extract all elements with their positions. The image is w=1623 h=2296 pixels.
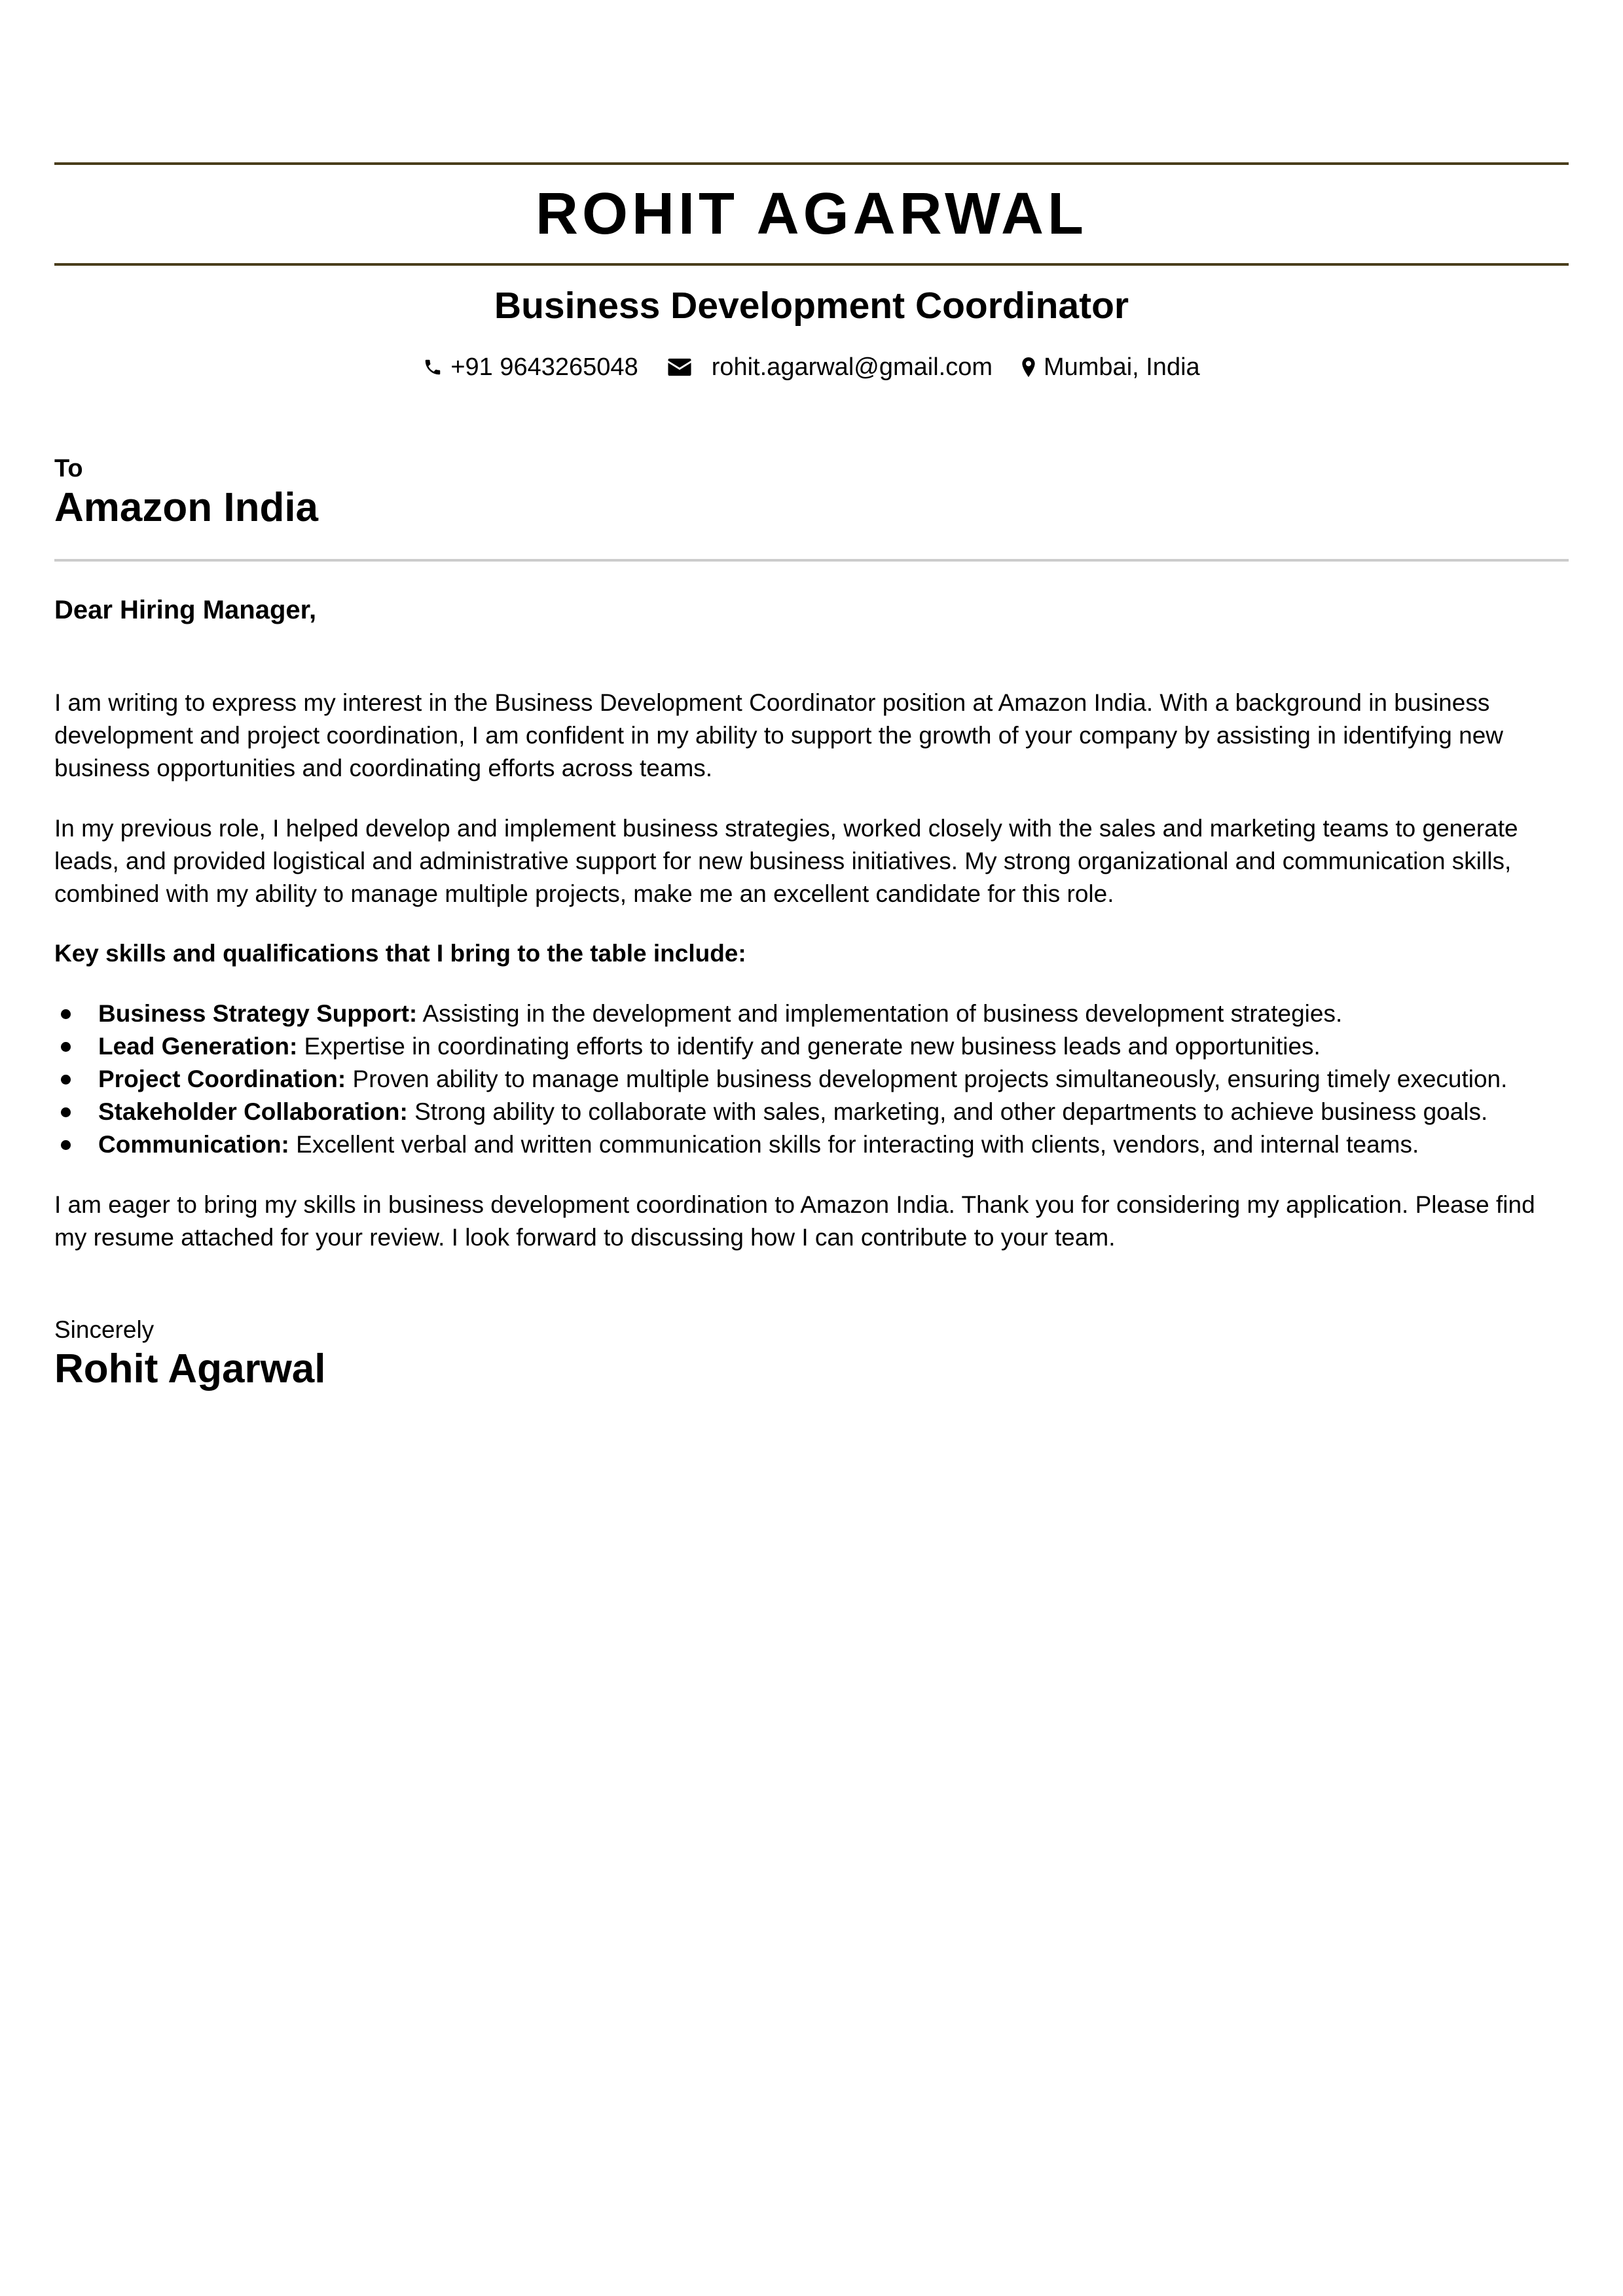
skill-text: Excellent verbal and written communication skills for interacting with clients, vendors, and internal teams. — [289, 1131, 1419, 1158]
skills-heading: Key skills and qualifications that I bring to the table include: — [54, 940, 746, 967]
skill-text: Strong ability to collaborate with sales, marketing, and other departments to achieve business goals. — [407, 1098, 1488, 1125]
contact-phone[interactable] — [423, 349, 638, 386]
applicant-name: ROHIT AGARWAL — [536, 181, 1087, 247]
salutation: Dear Hiring Manager, — [54, 596, 317, 624]
list-item — [54, 1063, 1569, 1096]
email-address: rohit.agarwal@gmail.com — [711, 353, 993, 381]
list-item — [54, 1128, 1569, 1161]
job-title: Business Development Coordinator — [494, 285, 1129, 327]
paragraph-experience: In my previous role, I helped develop and implement business strategies, worked closely with the sales and marketing teams to generate leads, and provided logistical and administrative support for new business initiatives. My strong organizational and communication skills, combined with my ability to manage multiple projects, make me an excellent candidate for this role. — [54, 815, 1518, 907]
bullet-icon — [61, 1107, 71, 1117]
closing-phrase: Sincerely — [54, 1316, 155, 1343]
contact-location — [1021, 349, 1200, 386]
paragraph-intro: I am writing to express my interest in the Business Development Coordinator position at Amazon India. With a background in business development and project coordination, I am confident in my ability to support the growth of your company by assisting in identifying new business opportunities and coordinating efforts across teams. — [54, 689, 1503, 781]
paragraph-closing: I am eager to bring my skills in business development coordination to Amazon India. Thank you for considering my application. Please find my resume attached for your review. I look forward to discussing how I can contribute to your team. — [54, 1191, 1535, 1251]
header-bottom-rule — [54, 263, 1569, 266]
skill-text: Proven ability to manage multiple business development projects simultaneously, ensuring timely execution. — [346, 1066, 1508, 1092]
cover-letter-page — [54, 0, 1569, 2296]
bullet-icon — [61, 1042, 71, 1052]
skill-text: Expertise in coordinating efforts to identify and generate new business leads and opportunities. — [297, 1033, 1321, 1060]
recipient-company: Amazon India — [54, 485, 319, 530]
location-text: Mumbai, India — [1043, 353, 1200, 381]
map-marker-icon — [1021, 356, 1036, 378]
list-item — [54, 997, 1569, 1030]
envelope-icon — [667, 357, 692, 377]
skill-label: Business Strategy Support: — [98, 1000, 418, 1027]
list-item — [54, 1030, 1569, 1063]
contact-email[interactable] — [667, 349, 993, 386]
bullet-icon — [61, 1075, 71, 1085]
skill-label: Project Coordination: — [98, 1066, 346, 1092]
skills-list — [54, 997, 1569, 1161]
signature-name: Rohit Agarwal — [54, 1346, 326, 1391]
section-divider — [54, 559, 1569, 562]
skill-text: Assisting in the development and implementation of business development strategies. — [417, 1000, 1343, 1027]
skill-label: Lead Generation: — [98, 1033, 298, 1060]
recipient-label: To — [54, 455, 83, 482]
header-top-rule — [54, 162, 1569, 165]
skill-label: Stakeholder Collaboration: — [98, 1098, 408, 1125]
bullet-icon — [61, 1009, 71, 1019]
phone-number: +91 9643265048 — [450, 353, 638, 381]
list-item — [54, 1096, 1569, 1128]
bullet-icon — [61, 1140, 71, 1150]
skill-label: Communication: — [98, 1131, 289, 1158]
phone-icon — [423, 357, 443, 378]
contact-row — [54, 349, 1569, 386]
